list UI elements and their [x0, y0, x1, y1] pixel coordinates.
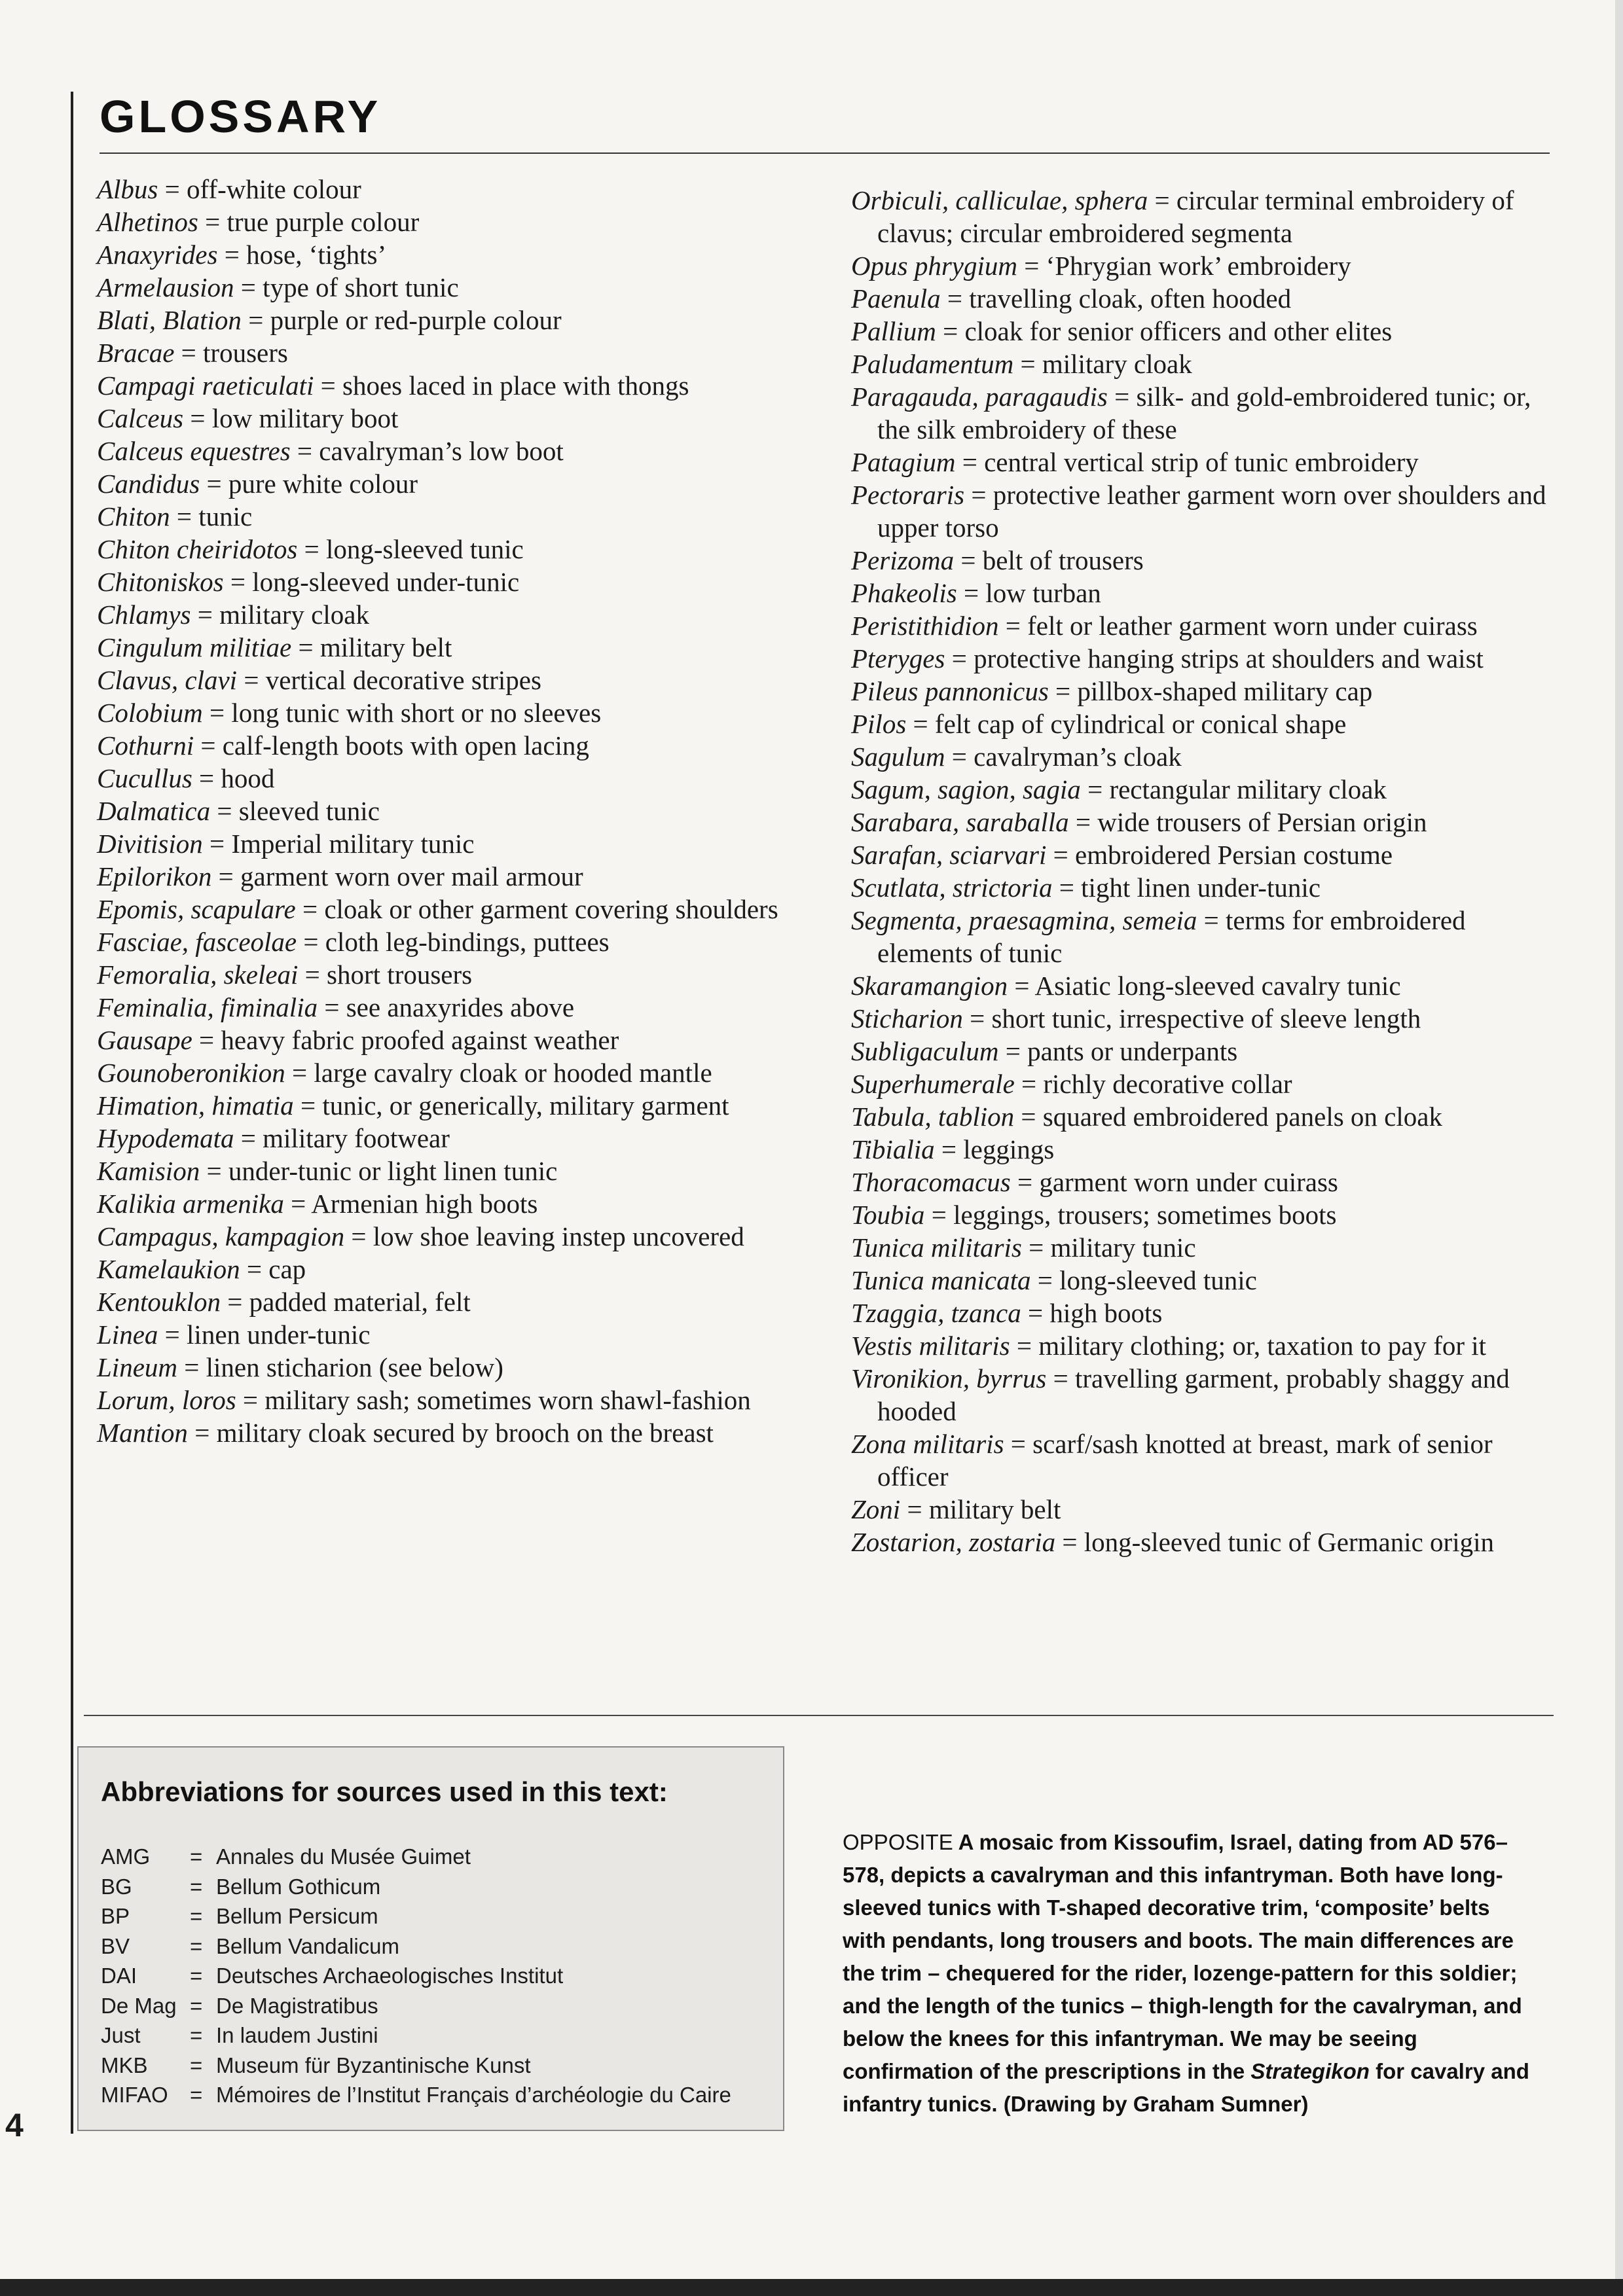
- right-page-edge: [1615, 0, 1623, 2296]
- glossary-definition: pillbox-shaped military cap: [1077, 676, 1373, 706]
- glossary-entry: Colobium = long tunic with short or no sleeves: [97, 698, 602, 728]
- glossary-definition: off-white colour: [187, 174, 361, 204]
- title-divider: [100, 152, 1550, 154]
- glossary-term: Vestis militaris: [851, 1331, 1010, 1361]
- glossary-term: Blati, Blation: [97, 305, 242, 335]
- glossary-definition: tight linen under-tunic: [1081, 872, 1321, 903]
- glossary-definition: leggings, trousers; sometimes boots: [953, 1200, 1337, 1230]
- glossary-definition: cloak for senior officers and other elites: [964, 316, 1393, 346]
- glossary-term: Perizoma: [851, 545, 955, 575]
- abbreviation-row: [101, 1842, 731, 1872]
- glossary-definition: hood: [221, 763, 275, 793]
- glossary-definition: long tunic with short or no sleeves: [231, 698, 602, 728]
- glossary-entry: Peristithidion = felt or leather garment worn under cuirass: [851, 611, 1478, 641]
- glossary-entry: Dalmatica = sleeved tunic: [97, 796, 380, 826]
- glossary-entry: Segmenta, praesagmina, semeia = terms for embroidered elements of tunic: [851, 905, 1466, 968]
- glossary-definition: Armenian high boots: [311, 1189, 538, 1219]
- abbreviation-row: [101, 2020, 731, 2051]
- glossary-term: Alhetinos: [97, 207, 198, 237]
- glossary-entry: Campagus, kampagion = low shoe leaving instep uncovered: [97, 1221, 744, 1251]
- glossary-entry: Kentouklon = padded material, felt: [97, 1287, 471, 1317]
- glossary-definition: richly decorative collar: [1043, 1069, 1292, 1099]
- glossary-entry: Chiton = tunic: [97, 501, 253, 531]
- abbreviation-code: BV: [101, 1933, 130, 1958]
- abbreviation-name: Annales du Musée Guimet: [216, 1844, 471, 1869]
- glossary-term: Thoracomacus: [851, 1167, 1011, 1197]
- glossary-definition: calf-length boots with open lacing: [222, 730, 589, 761]
- glossary-definition: true purple colour: [227, 207, 420, 237]
- abbreviation-equals: =: [190, 1964, 203, 1988]
- glossary-definition: felt or leather garment worn under cuirass: [1027, 611, 1478, 641]
- glossary-term: Feminalia, fiminalia: [97, 992, 318, 1022]
- glossary-definition: long-sleeved tunic: [1059, 1265, 1257, 1295]
- glossary-entry: Gausape = heavy fabric proofed against weather: [97, 1025, 619, 1055]
- glossary-term: Kamelaukion: [97, 1254, 240, 1284]
- glossary-entry: Albus = off-white colour: [97, 174, 361, 204]
- glossary-term: Tibialia: [851, 1134, 935, 1164]
- abbreviation-equals: =: [190, 1874, 203, 1899]
- glossary-entry: Zona militaris = scarf/sash knotted at breast, mark of senior officer: [851, 1429, 1493, 1492]
- glossary-term: Pectoraris: [851, 480, 965, 510]
- abbreviation-code: DAI: [101, 1964, 137, 1988]
- glossary-definition: linen sticharion (see below): [206, 1352, 503, 1382]
- glossary-entry: Sagulum = cavalryman’s cloak: [851, 742, 1182, 772]
- glossary-entry: Divitision = Imperial military tunic: [97, 829, 475, 859]
- glossary-definition: felt cap of cylindrical or conical shape: [934, 709, 1347, 739]
- glossary-term: Kentouklon: [97, 1287, 221, 1317]
- glossary-definition: short trousers: [327, 960, 473, 990]
- glossary-definition: central vertical strip of tunic embroidery: [984, 447, 1419, 477]
- glossary-term: Peristithidion: [851, 611, 999, 641]
- glossary-entry: Patagium = central vertical strip of tunic embroidery: [851, 447, 1419, 477]
- abbreviation-row: [101, 1991, 731, 2021]
- abbreviation-code: Just: [101, 2023, 141, 2047]
- glossary-definition: low shoe leaving instep uncovered: [373, 1221, 744, 1251]
- glossary-term: Cucullus: [97, 763, 192, 793]
- glossary-term: Anaxyrides: [97, 240, 218, 270]
- glossary-entry: Sticharion = short tunic, irrespective of sleeve length: [851, 1003, 1421, 1033]
- glossary-definition: protective leather garment worn over shoulders and upper torso: [877, 480, 1546, 543]
- glossary-entry: Tzaggia, tzanca = high boots: [851, 1298, 1163, 1328]
- glossary-definition: terms for embroidered elements of tunic: [877, 905, 1466, 968]
- glossary-term: Epomis, scapulare: [97, 894, 296, 924]
- glossary-definition: Imperial military tunic: [231, 829, 475, 859]
- glossary-definition: shoes laced in place with thongs: [342, 370, 689, 401]
- abbreviation-name: De Magistratibus: [216, 1993, 378, 2018]
- glossary-entry: Lorum, loros = military sash; sometimes worn shawl-fashion: [97, 1385, 751, 1415]
- glossary-definition: wide trousers of Persian origin: [1097, 807, 1427, 837]
- abbreviation-code: MIFAO: [101, 2083, 168, 2107]
- glossary-entry: Alhetinos = true purple colour: [97, 207, 420, 237]
- glossary-definition: military cloak secured by brooch on the breast: [216, 1418, 714, 1448]
- bottom-page-edge: [0, 2279, 1623, 2296]
- page-number: 4: [5, 2107, 24, 2144]
- glossary-term: Tunica manicata: [851, 1265, 1031, 1295]
- caption-text-before: A mosaic from Kissoufim, Israel, dating from AD 576–578, depicts a cavalryman and this infantryman. Both have long-sleeved tunics with T-shaped decorative trim, ‘composite’ belts with pendants, long trousers and boots. The main differences are the trim – chequered for the rider, lozenge-pattern for this soldier; and the length of the tunics – thigh-length for the cavalryman, and below the knees for this infantryman. We may be seeing confirmation of the prescriptions in the: [843, 1830, 1522, 2083]
- glossary-term: Zoni: [851, 1494, 901, 1524]
- glossary-entry: Blati, Blation = purple or red-purple colour: [97, 305, 562, 335]
- glossary-definition: cap: [268, 1254, 306, 1284]
- abbreviations-box: [77, 1746, 784, 2131]
- glossary-definition: see anaxyrides above: [346, 992, 575, 1022]
- glossary-definition: under-tunic or light linen tunic: [228, 1156, 558, 1186]
- glossary-term: Candidus: [97, 469, 200, 499]
- glossary-definition: hose, ‘tights’: [246, 240, 387, 270]
- glossary-term: Pteryges: [851, 643, 945, 673]
- glossary-left-column: [97, 173, 811, 1449]
- glossary-entry: Cucullus = hood: [97, 763, 275, 793]
- glossary-entry: Kalikia armenika = Armenian high boots: [97, 1189, 538, 1219]
- glossary-definition: purple or red-purple colour: [270, 305, 562, 335]
- glossary-entry: Sarabara, saraballa = wide trousers of Persian origin: [851, 807, 1427, 837]
- glossary-term: Paragauda, paragaudis: [851, 382, 1108, 412]
- glossary-term: Cothurni: [97, 730, 194, 761]
- glossary-term: Femoralia, skeleai: [97, 960, 299, 990]
- glossary-term: Himation, himatia: [97, 1090, 294, 1121]
- glossary-entry: Chlamys = military cloak: [97, 600, 369, 630]
- glossary-entry: Tunica manicata = long-sleeved tunic: [851, 1265, 1257, 1295]
- abbreviation-row: [101, 1872, 731, 1902]
- abbreviation-name: Bellum Persicum: [216, 1904, 378, 1928]
- abbreviation-name: Deutsches Archaeologisches Institut: [216, 1964, 564, 1988]
- glossary-definition: tunic, or generically, military garment: [322, 1090, 729, 1121]
- glossary-definition: pants or underpants: [1027, 1036, 1238, 1066]
- glossary-definition: belt of trousers: [982, 545, 1144, 575]
- glossary-entry: Subligaculum = pants or underpants: [851, 1036, 1238, 1066]
- glossary-definition: military footwear: [263, 1123, 450, 1153]
- glossary-definition: pure white colour: [228, 469, 418, 499]
- glossary-term: Phakeolis: [851, 578, 957, 608]
- glossary-entry: Perizoma = belt of trousers: [851, 545, 1144, 575]
- abbreviation-equals: =: [190, 1993, 203, 2018]
- abbreviations-title: Abbreviations for sources used in this text:: [101, 1776, 668, 1807]
- glossary-entry: Paragauda, paragaudis = silk- and gold-embroidered tunic; or, the silk embroidery of these: [851, 382, 1531, 444]
- glossary-term: Chitoniskos: [97, 567, 224, 597]
- glossary-definition: cavalryman’s cloak: [974, 742, 1182, 772]
- glossary-entry: Cothurni = calf-length boots with open lacing: [97, 730, 589, 761]
- glossary-definition: military belt: [319, 632, 452, 662]
- glossary-definition: large cavalry cloak or hooded mantle: [314, 1058, 712, 1088]
- glossary-term: Kalikia armenika: [97, 1189, 284, 1219]
- glossary-term: Paenula: [851, 283, 941, 314]
- abbreviation-equals: =: [190, 1933, 203, 1958]
- glossary-entry: Zoni = military belt: [851, 1494, 1061, 1524]
- glossary-entry: Mantion = military cloak secured by brooch on the breast: [97, 1418, 714, 1448]
- glossary-entry: Candidus = pure white colour: [97, 469, 418, 499]
- glossary-entry: Pilos = felt cap of cylindrical or conical shape: [851, 709, 1347, 739]
- glossary-entry: Cingulum militiae = military belt: [97, 632, 452, 662]
- abbreviation-row: [101, 2051, 731, 2081]
- glossary-definition: travelling cloak, often hooded: [969, 283, 1292, 314]
- glossary-term: Toubia: [851, 1200, 925, 1230]
- glossary-entry: Calceus equestres = cavalryman’s low boot: [97, 436, 564, 466]
- glossary-definition: military sash; sometimes worn shawl-fashion: [264, 1385, 751, 1415]
- glossary-entry: Linea = linen under-tunic: [97, 1319, 371, 1350]
- glossary-term: Chiton: [97, 501, 170, 531]
- glossary-definition: long-sleeved tunic of Germanic origin: [1084, 1527, 1494, 1557]
- section-divider: [84, 1715, 1554, 1716]
- glossary-entry: Pallium = cloak for senior officers and other elites: [851, 316, 1393, 346]
- glossary-definition: long-sleeved tunic: [325, 534, 524, 564]
- glossary-term: Clavus, clavi: [97, 665, 238, 695]
- glossary-term: Paludamentum: [851, 349, 1014, 379]
- glossary-term: Chlamys: [97, 600, 191, 630]
- glossary-term: Scutlata, strictoria: [851, 872, 1053, 903]
- abbreviation-name: Museum für Byzantinische Kunst: [216, 2053, 531, 2077]
- glossary-entry: Kamision = under-tunic or light linen tunic: [97, 1156, 558, 1186]
- glossary-term: Gounoberonikion: [97, 1058, 285, 1088]
- abbreviation-row: [101, 1931, 731, 1962]
- glossary-term: Sarabara, saraballa: [851, 807, 1069, 837]
- caption-text-after: for cavalry and infantry tunics. (Drawing by Graham Sumner): [843, 2059, 1529, 2116]
- glossary-term: Zona militaris: [851, 1429, 1004, 1459]
- glossary-entry: Calceus = low military boot: [97, 403, 399, 433]
- glossary-entry: Gounoberonikion = large cavalry cloak or hooded mantle: [97, 1058, 712, 1088]
- glossary-right-column: [851, 184, 1558, 1558]
- glossary-definition: Asiatic long-sleeved cavalry tunic: [1034, 971, 1401, 1001]
- glossary-term: Subligaculum: [851, 1036, 999, 1066]
- glossary-term: Lorum, loros: [97, 1385, 236, 1415]
- glossary-term: Divitision: [97, 829, 203, 859]
- abbreviation-code: BG: [101, 1874, 132, 1899]
- abbreviations-list: [101, 1842, 731, 2110]
- glossary-term: Superhumerale: [851, 1069, 1015, 1099]
- glossary-entry: Sagum, sagion, sagia = rectangular military cloak: [851, 774, 1387, 804]
- page-title: GLOSSARY: [100, 91, 382, 142]
- left-margin-rule: [71, 92, 73, 2134]
- glossary-term: Skaramangion: [851, 971, 1008, 1001]
- glossary-definition: military belt: [928, 1494, 1061, 1524]
- glossary-term: Chiton cheiridotos: [97, 534, 298, 564]
- glossary-term: Colobium: [97, 698, 203, 728]
- glossary-entry: Kamelaukion = cap: [97, 1254, 306, 1284]
- glossary-definition: embroidered Persian costume: [1075, 840, 1393, 870]
- glossary-term: Campagus, kampagion: [97, 1221, 345, 1251]
- caption-label: OPPOSITE: [843, 1830, 953, 1854]
- glossary-definition: high boots: [1049, 1298, 1163, 1328]
- glossary-term: Orbiculi, calliculae, sphera: [851, 185, 1148, 215]
- glossary-entry: Scutlata, strictoria = tight linen under-tunic: [851, 872, 1321, 903]
- glossary-term: Sagulum: [851, 742, 945, 772]
- glossary-definition: long-sleeved under-tunic: [252, 567, 520, 597]
- glossary-term: Calceus equestres: [97, 436, 291, 466]
- abbreviation-code: De Mag: [101, 1993, 177, 2018]
- glossary-entry: Chiton cheiridotos = long-sleeved tunic: [97, 534, 524, 564]
- glossary-term: Opus phrygium: [851, 251, 1017, 281]
- glossary-term: Pilos: [851, 709, 907, 739]
- glossary-term: Segmenta, praesagmina, semeia: [851, 905, 1197, 935]
- glossary-term: Sarafan, sciarvari: [851, 840, 1047, 870]
- glossary-entry: Zostarion, zostaria = long-sleeved tunic of Germanic origin: [851, 1527, 1494, 1557]
- glossary-term: Sagum, sagion, sagia: [851, 774, 1081, 804]
- glossary-entry: Pectoraris = protective leather garment worn over shoulders and upper torso: [851, 480, 1546, 543]
- glossary-entry: Vestis militaris = military clothing; or, taxation to pay for it: [851, 1331, 1487, 1361]
- glossary-definition: silk- and gold-embroidered tunic; or, the silk embroidery of these: [877, 382, 1531, 444]
- abbreviation-code: AMG: [101, 1844, 151, 1869]
- glossary-entry: Pteryges = protective hanging strips at shoulders and waist: [851, 643, 1484, 673]
- glossary-definition: military cloak: [219, 600, 369, 630]
- glossary-entry: Skaramangion = Asiatic long-sleeved cavalry tunic: [851, 971, 1401, 1001]
- glossary-entry: Femoralia, skeleai = short trousers: [97, 960, 473, 990]
- glossary-term: Bracae: [97, 338, 175, 368]
- glossary-entry: Paenula = travelling cloak, often hooded: [851, 283, 1292, 314]
- glossary-definition: tunic: [198, 501, 253, 531]
- glossary-definition: military cloak: [1042, 349, 1192, 379]
- glossary-definition: rectangular military cloak: [1109, 774, 1387, 804]
- glossary-entry: Epomis, scapulare = cloak or other garment covering shoulders: [97, 894, 778, 924]
- glossary-entry: Toubia = leggings, trousers; sometimes boots: [851, 1200, 1337, 1230]
- glossary-entry: Tibialia = leggings: [851, 1134, 1055, 1164]
- abbreviation-name: Bellum Vandalicum: [216, 1933, 400, 1958]
- glossary-definition: trousers: [203, 338, 288, 368]
- abbreviation-name: In laudem Justini: [216, 2023, 378, 2047]
- abbreviation-name: Mémoires de l’Institut Français d’archéologie du Caire: [216, 2083, 731, 2107]
- glossary-term: Vironikion, byrrus: [851, 1363, 1047, 1393]
- glossary-definition: linen under-tunic: [187, 1319, 371, 1350]
- glossary-entry: Chitoniskos = long-sleeved under-tunic: [97, 567, 520, 597]
- glossary-entry: Vironikion, byrrus = travelling garment, probably shaggy and hooded: [851, 1363, 1510, 1426]
- glossary-definition: military tunic: [1050, 1232, 1196, 1263]
- glossary-definition: type of short tunic: [263, 272, 459, 302]
- glossary-entry: Lineum = linen sticharion (see below): [97, 1352, 503, 1382]
- glossary-term: Tunica militaris: [851, 1232, 1022, 1263]
- abbreviation-row: [101, 2080, 731, 2110]
- abbreviation-name: Bellum Gothicum: [216, 1874, 381, 1899]
- abbreviation-code: BP: [101, 1904, 130, 1928]
- caption-italic-title: Strategikon: [1250, 2059, 1370, 2083]
- glossary-entry: Feminalia, fiminalia = see anaxyrides above: [97, 992, 575, 1022]
- glossary-entry: Paludamentum = military cloak: [851, 349, 1192, 379]
- glossary-term: Sticharion: [851, 1003, 963, 1033]
- glossary-entry: Campagi raeticulati = shoes laced in place with thongs: [97, 370, 689, 401]
- abbreviation-equals: =: [190, 2023, 203, 2047]
- glossary-term: Tzaggia, tzanca: [851, 1298, 1021, 1328]
- glossary-definition: heavy fabric proofed against weather: [221, 1025, 619, 1055]
- glossary-definition: sleeved tunic: [238, 796, 380, 826]
- abbreviation-equals: =: [190, 2083, 203, 2107]
- glossary-entry: Superhumerale = richly decorative collar: [851, 1069, 1292, 1099]
- glossary-definition: vertical decorative stripes: [265, 665, 541, 695]
- glossary-definition: ‘Phrygian work’ embroidery: [1046, 251, 1351, 281]
- glossary-entry: Bracae = trousers: [97, 338, 288, 368]
- glossary-term: Dalmatica: [97, 796, 211, 826]
- glossary-entry: Opus phrygium = ‘Phrygian work’ embroidery: [851, 251, 1351, 281]
- glossary-entry: Clavus, clavi = vertical decorative stripes: [97, 665, 541, 695]
- glossary-entry: Phakeolis = low turban: [851, 578, 1101, 608]
- glossary-entry: Fasciae, fasceolae = cloth leg-bindings, puttees: [97, 927, 610, 957]
- glossary-definition: short tunic, irrespective of sleeve length: [991, 1003, 1421, 1033]
- glossary-term: Calceus: [97, 403, 184, 433]
- glossary-definition: garment worn over mail armour: [240, 861, 583, 891]
- glossary-term: Armelausion: [97, 272, 234, 302]
- abbreviation-row: [101, 1901, 731, 1931]
- abbreviation-equals: =: [190, 1904, 203, 1928]
- glossary-definition: padded material, felt: [249, 1287, 471, 1317]
- figure-caption: [843, 1826, 1530, 2121]
- glossary-term: Kamision: [97, 1156, 200, 1186]
- glossary-definition: garment worn under cuirass: [1039, 1167, 1338, 1197]
- glossary-definition: travelling garment, probably shaggy and hooded: [877, 1363, 1510, 1426]
- glossary-entry: Armelausion = type of short tunic: [97, 272, 459, 302]
- glossary-entry: Thoracomacus = garment worn under cuirass: [851, 1167, 1338, 1197]
- glossary-entry: Orbiculi, calliculae, sphera = circular terminal embroidery of clavus; circular embroidered segmenta: [851, 185, 1514, 248]
- glossary-definition: cavalryman’s low boot: [319, 436, 564, 466]
- glossary-definition: scarf/sash knotted at breast, mark of senior officer: [877, 1429, 1493, 1492]
- glossary-definition: protective hanging strips at shoulders and waist: [974, 643, 1484, 673]
- glossary-entry: Epilorikon = garment worn over mail armour: [97, 861, 583, 891]
- glossary-term: Fasciae, fasceolae: [97, 927, 297, 957]
- glossary-entry: Pileus pannonicus = pillbox-shaped military cap: [851, 676, 1373, 706]
- glossary-term: Mantion: [97, 1418, 188, 1448]
- glossary-definition: cloak or other garment covering shoulders: [324, 894, 778, 924]
- glossary-definition: low turban: [985, 578, 1101, 608]
- abbreviation-equals: =: [190, 1844, 203, 1869]
- glossary-definition: circular terminal embroidery of clavus; circular embroidered segmenta: [877, 185, 1514, 248]
- glossary-term: Hypodemata: [97, 1123, 234, 1153]
- glossary-term: Zostarion, zostaria: [851, 1527, 1056, 1557]
- glossary-definition: low military boot: [211, 403, 399, 433]
- abbreviation-row: [101, 1961, 731, 1991]
- glossary-entry: Tabula, tablion = squared embroidered panels on cloak: [851, 1102, 1442, 1132]
- abbreviation-code: MKB: [101, 2053, 148, 2077]
- abbreviation-equals: =: [190, 2053, 203, 2077]
- glossary-term: Linea: [97, 1319, 158, 1350]
- glossary-definition: military clothing; or, taxation to pay for it: [1038, 1331, 1487, 1361]
- glossary-entry: Anaxyrides = hose, ‘tights’: [97, 240, 387, 270]
- glossary-entry: Himation, himatia = tunic, or generically, military garment: [97, 1090, 729, 1121]
- glossary-term: Lineum: [97, 1352, 177, 1382]
- glossary-term: Cingulum militiae: [97, 632, 292, 662]
- glossary-entry: Hypodemata = military footwear: [97, 1123, 450, 1153]
- glossary-term: Epilorikon: [97, 861, 212, 891]
- glossary-definition: cloth leg-bindings, puttees: [325, 927, 610, 957]
- glossary-entry: Sarafan, sciarvari = embroidered Persian costume: [851, 840, 1393, 870]
- glossary-term: Gausape: [97, 1025, 192, 1055]
- glossary-term: Albus: [97, 174, 158, 204]
- glossary-term: Pallium: [851, 316, 936, 346]
- glossary-definition: squared embroidered panels on cloak: [1042, 1102, 1442, 1132]
- glossary-term: Tabula, tablion: [851, 1102, 1015, 1132]
- glossary-term: Pileus pannonicus: [851, 676, 1049, 706]
- glossary-definition: leggings: [963, 1134, 1055, 1164]
- glossary-term: Campagi raeticulati: [97, 370, 314, 401]
- glossary-term: Patagium: [851, 447, 956, 477]
- glossary-entry: Tunica militaris = military tunic: [851, 1232, 1196, 1263]
